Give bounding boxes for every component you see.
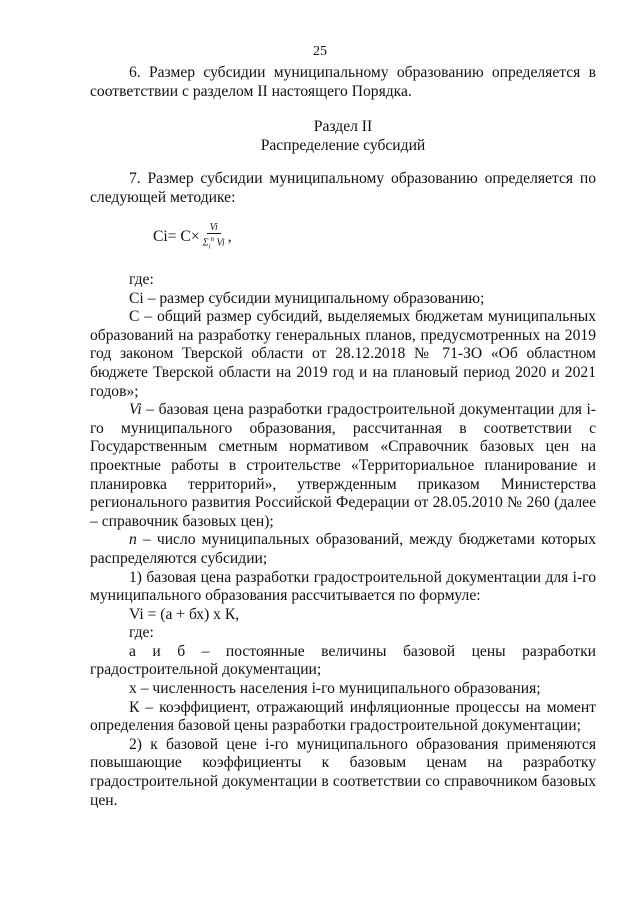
paragraph-6-block [90, 64, 596, 101]
where-label-2: где: [129, 624, 154, 642]
formula-lhs: Ci= C× [153, 228, 200, 246]
subsidy-formula [153, 222, 232, 252]
formula-sum-variable: Vi [216, 237, 225, 249]
item-1: 1) базовая цена разработки градостроительной документации для i-го муниципального образования рассчитывается по формуле: [90, 568, 596, 605]
definition-n-text: – число муниципальных образований, между бюджетами которых распределяются субсидии; [90, 531, 596, 567]
item-2: 2) к базовой цене i-го муниципального образования применяются повышающие коэффициенты к базовым ценам на разработку градостроительной документации в соответствии со справочником базовых цен. [90, 735, 596, 809]
where-label-1: где: [129, 271, 154, 288]
formula-fraction [202, 222, 226, 252]
section-title: Раздел II [313, 118, 373, 135]
formula-sum-lower: i [208, 242, 211, 251]
definition-n-symbol: n [129, 531, 137, 549]
definition-a-b: а и б – постоянные величины базовой цены разработки градостроительной документации; [90, 642, 596, 679]
definition-vi [90, 401, 596, 531]
paragraph-7: 7. Размер субсидии муниципальному образованию определяется по следующей методике: [90, 170, 596, 206]
definition-c: С – общий размер субсидий, выделяемых бюджетам муниципальных образований на разработку генеральных планов, предусмотренных на 2019 год законом Тверской области от 28.12.2018 № 71-ЗО «Об областном бюджете Тверской области на 2019 год и на плановый период 2020 и 2021 годов»; [90, 308, 596, 400]
definition-vi-symbol: Vi [129, 401, 142, 419]
definition-n [90, 531, 596, 568]
paragraph-7-block [90, 170, 596, 207]
definitions-block [90, 271, 596, 810]
section-subtitle: Распределение субсидий [260, 136, 426, 154]
formula-denominator [202, 234, 226, 252]
definition-k: К – коэффициент, отражающий инфляционные процессы на момент определения базовой цены разработки градостроительной документации; [90, 698, 596, 735]
formula-numerator: Vi [207, 222, 221, 234]
formula-tail: , [227, 228, 232, 246]
definition-vi-text: – базовая цена разработки градостроительной документации для i-го муниципального образования, рассчитанная в соответствии с Государственным сметным нормативом «Справочник базовых цен на проектные работы в строительстве «Территориальное планирование и планировка территорий», утвержденным приказом Министерства регионального развития Российской Федерации от 28.05.2010 № 260 (далее – справочник базовых цен); [90, 401, 596, 530]
vi-formula: Vi = (а + бх) x К, [129, 605, 240, 623]
section-heading [90, 118, 596, 155]
paragraph-6: 6. Размер субсидии муниципальному образованию определяется в соответствии с разделом II настоящего Порядка. [90, 64, 596, 100]
formula-sum-upper: n [210, 235, 215, 243]
formula-sum-symbol: Σ [202, 237, 209, 249]
definition-ci: Ci – размер субсидии муниципальному образованию; [129, 289, 485, 307]
definition-x: х – численность населения i-го муниципального образования; [129, 680, 541, 698]
page-number: 25 [313, 44, 327, 59]
